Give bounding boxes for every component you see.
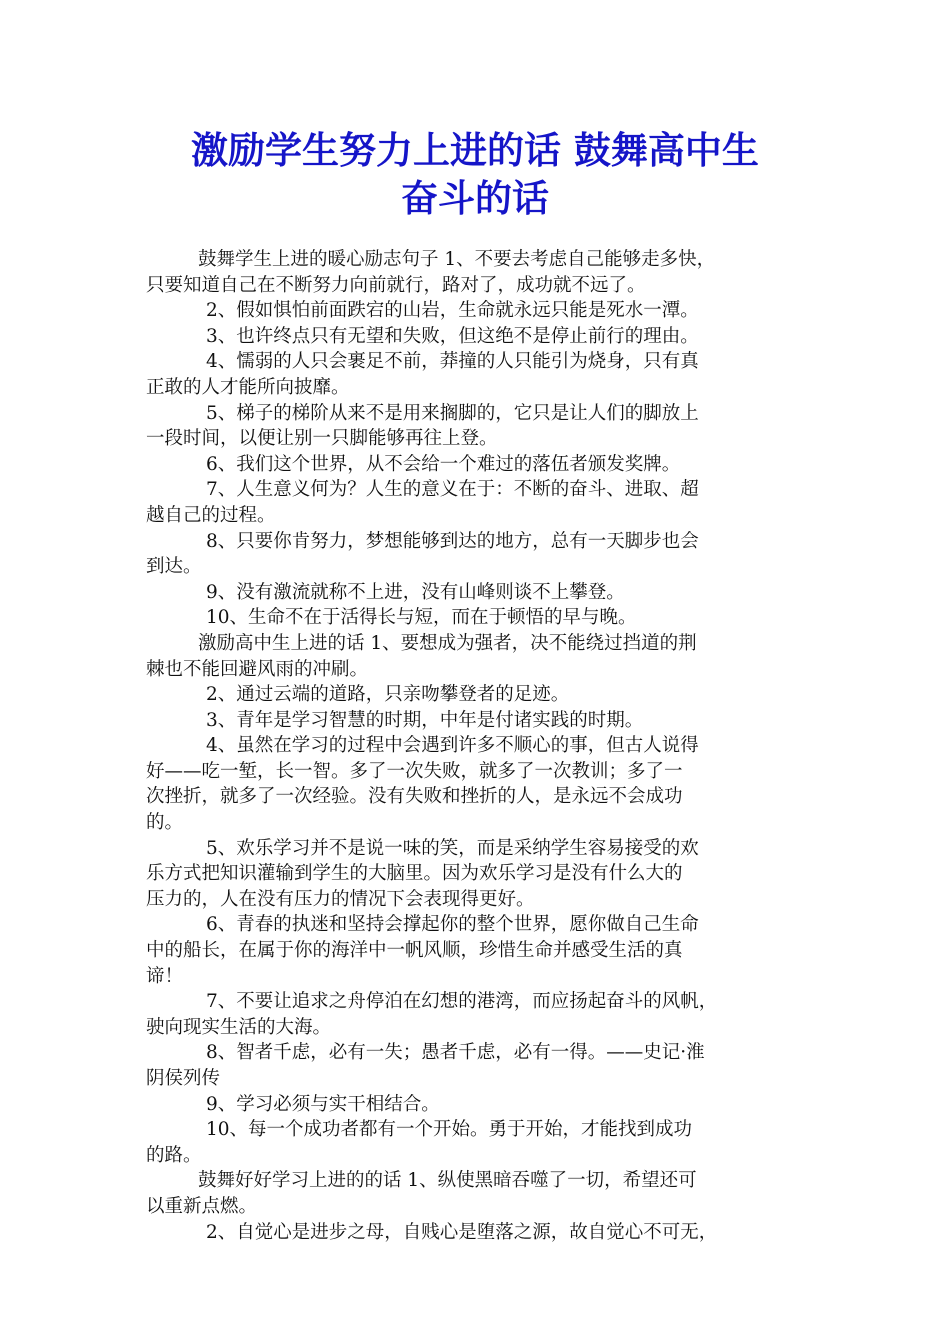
- text-line: 的。: [146, 812, 184, 834]
- text-line: 7、人生意义何为？人生的意义在于：不断的奋斗、进取、超: [206, 479, 699, 501]
- text-line: 只要知道自己在不断努力向前就行，路对了，成功就不远了。: [146, 274, 646, 296]
- text-line: 一段时间，以便让别一只脚能够再往上登。: [146, 428, 498, 450]
- text-line: 5、梯子的梯阶从来不是用来搁脚的，它只是让人们的脚放上: [206, 402, 699, 424]
- text-line: 4、懦弱的人只会裹足不前，莽撞的人只能引为烧身，只有真: [206, 351, 699, 373]
- text-line: 好——吃一堑，长一智。多了一次失败，就多了一次教训；多了一: [146, 760, 683, 782]
- text-line: 6、我们这个世界，从不会给一个难过的落伍者颁发奖牌。: [206, 453, 681, 475]
- title-line-1: 激励学生努力上进的话 鼓舞高中生: [191, 128, 759, 172]
- text-line: 5、欢乐学习并不是说一味的笑，而是采纳学生容易接受的欢: [206, 837, 699, 859]
- text-line: 7、不要让追求之舟停泊在幻想的港湾，而应扬起奋斗的风帆，: [206, 991, 718, 1013]
- text-line: 2、通过云端的道路，只亲吻攀登者的足迹。: [206, 684, 570, 706]
- text-line: 到达。: [146, 556, 202, 578]
- document-title: [100, 126, 850, 222]
- text-line: 3、也许终点只有无望和失败，但这绝不是停止前行的理由。: [206, 325, 699, 347]
- text-line: 8、只要你肯努力，梦想能够到达的地方，总有一天脚步也会: [206, 530, 699, 552]
- text-line: 鼓舞好好学习上进的的话 1、纵使黑暗吞噬了一切，希望还可: [198, 1170, 697, 1192]
- text-line: 10、每一个成功者都有一个开始。勇于开始，才能找到成功: [206, 1119, 693, 1141]
- text-line: 乐方式把知识灌输到学生的大脑里。因为欢乐学习是没有什么大的: [146, 863, 683, 885]
- text-line: 中的船长，在属于你的海洋中一帆风顺，珍惜生命并感受生活的真: [146, 940, 683, 962]
- text-line: 压力的，人在没有压力的情况下会表现得更好。: [146, 888, 535, 910]
- text-line: 9、学习必须与实干相结合。: [206, 1093, 440, 1115]
- text-line: 4、虽然在学习的过程中会遇到许多不顺心的事，但古人说得: [206, 735, 699, 757]
- text-line: 驶向现实生活的大海。: [146, 1016, 332, 1038]
- text-line: 8、智者千虑，必有一失；愚者千虑，必有一得。——史记·淮: [206, 1042, 705, 1064]
- text-line: 以重新点燃。: [146, 1195, 258, 1217]
- title-line-2: 奋斗的话: [401, 176, 549, 220]
- text-line: 正敢的人才能所向披靡。: [146, 376, 350, 398]
- text-line: 6、青春的执迷和坚持会撑起你的整个世界，愿你做自己生命: [206, 914, 699, 936]
- text-line: 2、假如惧怕前面跌宕的山岩，生命就永远只能是死水一潭。: [206, 300, 699, 322]
- text-line: 的路。: [146, 1144, 202, 1166]
- text-line: 棘也不能回避风雨的冲刷。: [146, 658, 369, 680]
- text-line: 鼓舞学生上进的暖心励志句子 1、不要去考虑自己能够走多快，: [198, 249, 716, 270]
- text-line: 2、自觉心是进步之母，自贱心是堕落之源，故自觉心不可无，: [206, 1221, 718, 1243]
- document-body: [146, 247, 814, 1245]
- text-line: 阴侯列传: [146, 1068, 221, 1089]
- text-line: 3、青年是学习智慧的时期，中年是付诸实践的时期。: [206, 709, 644, 731]
- text-line: 越自己的过程。: [146, 504, 276, 526]
- text-line: 9、没有激流就称不上进，没有山峰则谈不上攀登。: [206, 581, 625, 603]
- text-line: 谛！: [146, 965, 184, 987]
- text-line: 10、生命不在于活得长与短，而在于顿悟的早与晚。: [206, 607, 637, 629]
- text-line: 激励高中生上进的话 1、要想成为强者，决不能绕过挡道的荆: [198, 632, 697, 654]
- text-line: 次挫折，就多了一次经验。没有失败和挫折的人，是永远不会成功: [146, 786, 683, 808]
